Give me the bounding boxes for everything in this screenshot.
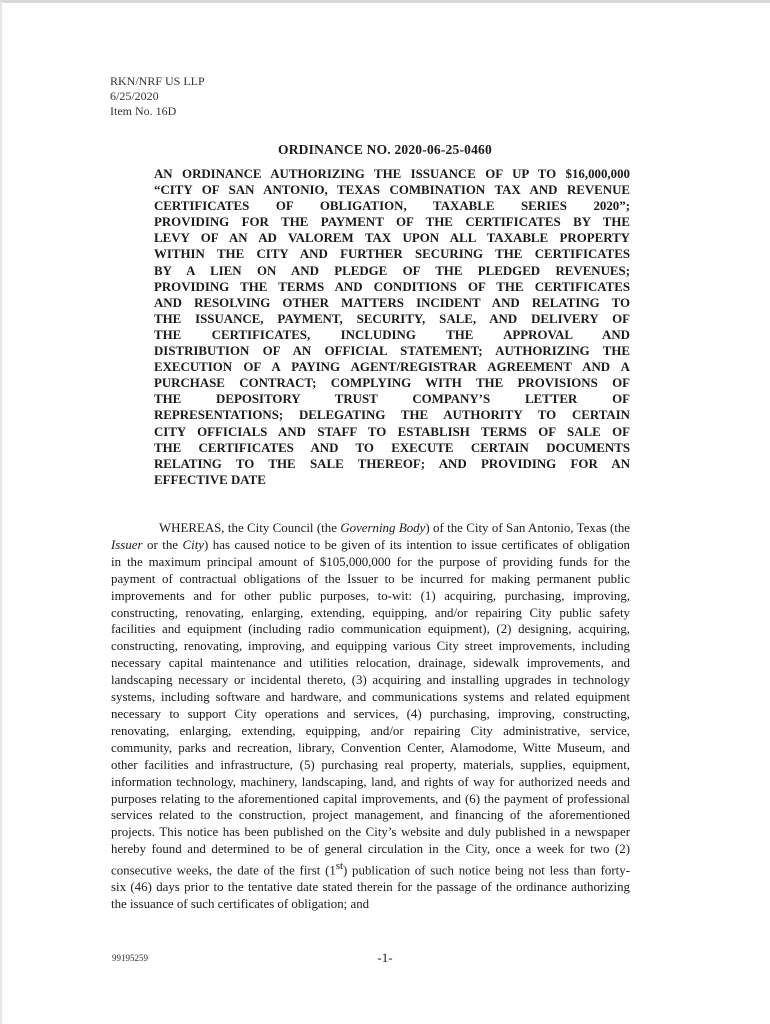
caption-line: AN ORDINANCE AUTHORIZING THE ISSUANCE OF UP TO $16,000,000	[154, 167, 630, 181]
body-line: community, parks and recreation, library, Convention Center, Alamodome, Witte Museum, and	[111, 740, 630, 755]
body-line: the issuance of such certificates of obligation; and	[111, 897, 370, 912]
body-line: constructing, renovating, improving, and equipping various City street improvements, including	[111, 639, 630, 654]
body-line: services related to the construction, project management, and financing of the aforementioned	[111, 808, 630, 823]
body-line: WHEREAS, the City Council (the Governing Body) of the City of San Antonio, Texas (the	[159, 521, 630, 535]
caption-line: PROVIDING FOR THE PAYMENT OF THE CERTIFICATES BY THE	[154, 215, 630, 230]
caption-line: EFFECTIVE DATE	[154, 472, 266, 487]
body-line: other facilities and infrastructure, (5) purchasing real property, materials, supplies, equipment,	[111, 757, 630, 772]
document-date: 6/25/2020	[110, 89, 159, 103]
caption-line: THE CERTIFICATES AND TO EXECUTE CERTAIN DOCUMENTS	[154, 440, 630, 455]
body-line: landscaping necessary or incidental thereto, (3) acquiring and installing upgrades in technology	[111, 673, 630, 688]
body-line: projects. This notice has been published on the City’s website and duly published in a newspaper	[111, 825, 630, 840]
body-line: information technology, machinery, landscaping, land, and rights of way for authorized needs and	[111, 774, 630, 789]
caption-line: REPRESENTATIONS; DELEGATING THE AUTHORITY TO CERTAIN	[154, 408, 630, 423]
body-line: hereby found and determined to be of general circulation in the City, once a week for two (2)	[111, 842, 630, 857]
document-id: 99195259	[112, 953, 148, 963]
body-line: constructing, renovating, enlarging, extending, equipping, and/or repairing City public safety	[111, 605, 630, 620]
caption-line: RELATING TO THE SALE THEREOF; AND PROVIDING FOR AN	[154, 456, 630, 471]
caption-line: CITY OFFICIALS AND STAFF TO ESTABLISH TERMS OF SALE OF	[154, 424, 630, 439]
caption-line: DISTRIBUTION OF AN OFFICIAL STATEMENT; AUTHORIZING THE	[154, 344, 630, 359]
body-line: Issuer or the City) has caused notice to be given of its intention to issue certificates of obligation	[111, 537, 630, 552]
body-line: facilities and equipment (including radio communication equipment), (2) designing, acquiring,	[111, 622, 630, 637]
caption-line: BY A LIEN ON AND PLEDGE OF THE PLEDGED REVENUES;	[154, 263, 630, 278]
body-line: improvements and for other public purposes, to-wit: (1) acquiring, purchasing, improving,	[111, 588, 630, 603]
page-number: -1-	[377, 950, 393, 965]
caption-line: AND RESOLVING OTHER MATTERS INCIDENT AND RELATING TO	[154, 295, 630, 310]
firm-name: RKN/NRF US LLP	[110, 74, 205, 88]
caption-line: CERTIFICATES OF OBLIGATION, TAXABLE SERIES 2020”;	[154, 199, 630, 214]
body-line: systems, including software and hardware, and communications systems and related equipment	[111, 690, 630, 705]
ordinance-number: ORDINANCE NO. 2020-06-25-0460	[278, 142, 492, 157]
caption-line: LEVY OF AN AD VALOREM TAX UPON ALL TAXABLE PROPERTY	[154, 231, 630, 246]
body-line: six (46) days prior to the tentative date stated therein for the passage of the ordinance authorizing	[111, 880, 630, 895]
caption-line: PURCHASE CONTRACT; COMPLYING WITH THE PROVISIONS OF	[154, 376, 630, 391]
document-header	[110, 74, 205, 119]
item-number: Item No. 16D	[110, 104, 177, 118]
ordinance-caption	[154, 166, 630, 488]
caption-line: “CITY OF SAN ANTONIO, TEXAS COMBINATION TAX AND REVENUE	[154, 183, 630, 198]
body-line: in the maximum principal amount of $105,000,000 for the purpose of providing funds for the	[111, 554, 630, 569]
body-line: necessary to support City operations and services, (4) purchasing, improving, constructing,	[111, 706, 630, 721]
body-line: consecutive weeks, the date of the first (1st) publication of such notice being not less than forty-	[111, 860, 630, 878]
body-line: necessary capital maintenance and utilities relocation, drainage, sidewalk improvements, and	[111, 656, 630, 671]
caption-line: THE DEPOSITORY TRUST COMPANY’S LETTER OF	[154, 392, 630, 407]
caption-line: THE CERTIFICATES, INCLUDING THE APPROVAL AND	[154, 327, 630, 342]
body-line: purposes relating to the aforementioned capital improvements, and (6) the payment of professional	[111, 791, 630, 806]
body-line: renovating, enlarging, extending, equipping, and/or repairing City administrative, service,	[111, 723, 630, 738]
caption-line: THE ISSUANCE, PAYMENT, SECURITY, SALE, AND DELIVERY OF	[154, 311, 630, 326]
body-line: payment of contractual obligations of the Issuer to be incurred for making permanent public	[111, 571, 630, 586]
caption-line: PROVIDING THE TERMS AND CONDITIONS OF THE CERTIFICATES	[154, 279, 630, 294]
caption-line: EXECUTION OF A PAYING AGENT/REGISTRAR AGREEMENT AND A	[154, 360, 630, 375]
whereas-paragraph	[111, 520, 630, 913]
caption-line: WITHIN THE CITY AND FURTHER SECURING THE CERTIFICATES	[154, 247, 630, 262]
